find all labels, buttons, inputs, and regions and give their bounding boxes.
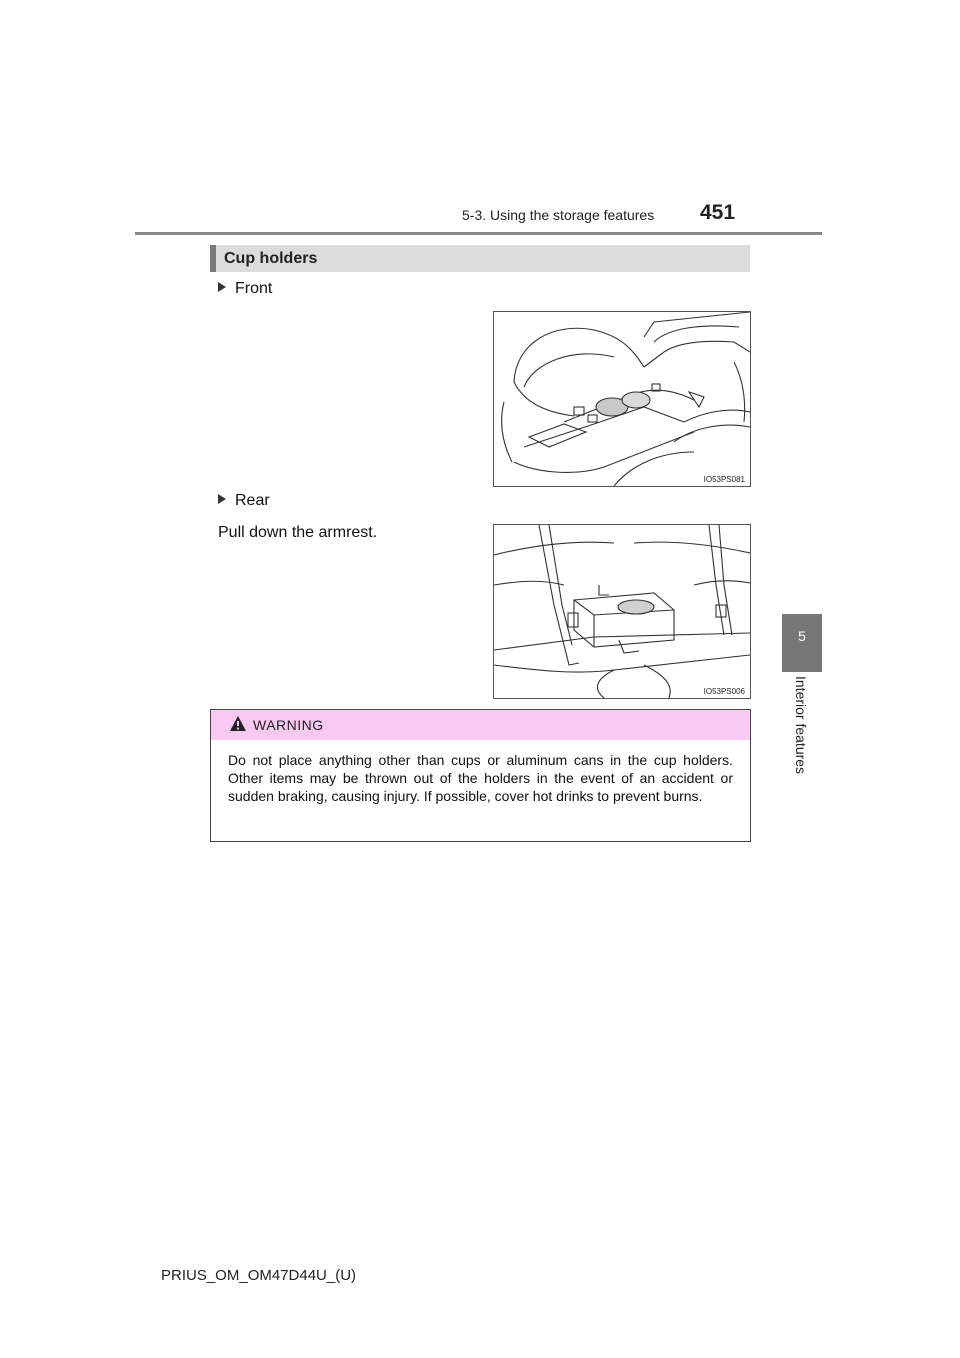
chapter-tab [782, 614, 822, 672]
header-divider [135, 232, 822, 235]
warning-triangle-icon [229, 715, 247, 732]
rear-cup-holder-illustration [493, 524, 751, 699]
rear-label: Rear [235, 492, 270, 509]
bullet-triangle-icon [218, 494, 226, 504]
section-header [210, 245, 750, 272]
footer-doc-id: PRIUS_OM_OM47D44U_(U) [161, 1267, 357, 1284]
warning-header [211, 710, 750, 740]
rear-instruction: Pull down the armrest. [218, 524, 378, 541]
rear-figure-code: IO53PS006 [703, 687, 745, 696]
bullet-triangle-icon [218, 282, 226, 292]
front-item [218, 280, 272, 298]
front-label: Front [235, 280, 273, 297]
warning-text: Do not place anything other than cups or aluminum cans in the cup holders. Other items may be thrown out of the holders in the event of an accident or sudden braking, causing injury. If possible, cover hot drinks to prevent burns. [228, 752, 733, 804]
warning-title: WARNING [253, 717, 324, 733]
rear-armrest-drawing [494, 525, 750, 698]
section-accent [210, 245, 216, 272]
rear-item [218, 492, 270, 510]
front-cup-holder-illustration [493, 311, 751, 487]
section-title: Cup holders [224, 250, 318, 267]
front-console-drawing [494, 312, 750, 486]
chapter-number: 5 [798, 628, 806, 644]
chapter-title: Interior features [793, 676, 809, 775]
warning-box [210, 709, 751, 842]
front-figure-code: IO53PS081 [703, 475, 745, 484]
header-section-title: 5-3. Using the storage features [462, 207, 655, 223]
chapter-label [769, 676, 829, 816]
page-number: 451 [700, 201, 736, 224]
